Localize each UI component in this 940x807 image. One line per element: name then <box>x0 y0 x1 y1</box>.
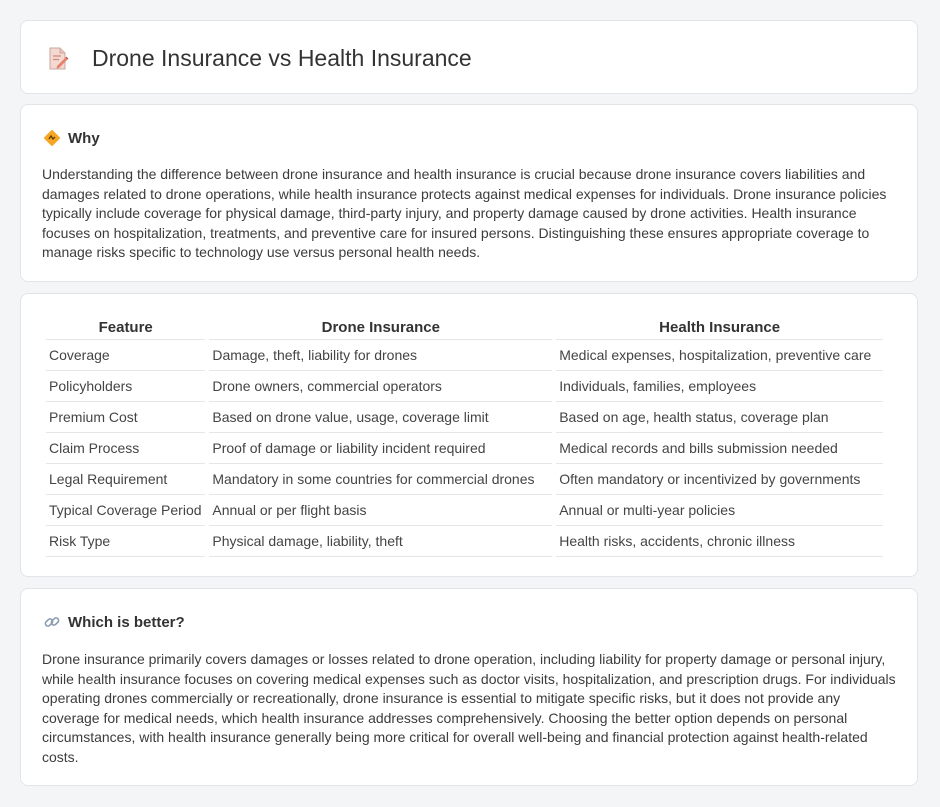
which-is-better-section <box>20 588 918 786</box>
drone-insurance-cell: Mandatory in some countries for commercial drones <box>209 464 552 495</box>
document-edit-icon <box>47 47 69 71</box>
why-section <box>20 104 918 282</box>
why-heading-row <box>43 127 100 149</box>
health-insurance-cell: Medical records and bills submission needed <box>556 433 883 464</box>
drone-insurance-cell: Physical damage, liability, theft <box>209 526 552 557</box>
table-row <box>46 371 883 402</box>
feature-cell: Policyholders <box>46 371 205 402</box>
table-row <box>46 495 883 526</box>
title-card <box>20 20 918 94</box>
table-header-row <box>46 315 883 340</box>
table-row <box>46 340 883 371</box>
health-insurance-cell: Health risks, accidents, chronic illness <box>556 526 883 557</box>
why-heading: Why <box>68 129 100 147</box>
drone-insurance-cell: Damage, theft, liability for drones <box>209 340 552 371</box>
feature-cell: Typical Coverage Period <box>46 495 205 526</box>
column-header-drone-insurance: Drone Insurance <box>209 315 552 340</box>
link-icon <box>43 613 61 631</box>
better-paragraph: Drone insurance primarily covers damages or losses related to drone operation, including liability for property damage or personal injury, while health insurance focuses on covering medical expenses such as doctor visits, hospitalization, and prescription drugs. For individuals operating drones commercially or recreationally, drone insurance is essential to mitigate specific risks, but it does not provide any coverage for medical needs, which health insurance addresses comprehensively. Choosing the better option depends on personal circumstances, with health insurance generally being more critical for overall well-being and financial protection against health-related costs. <box>42 651 896 765</box>
page-title: Drone Insurance vs Health Insurance <box>92 45 472 71</box>
better-heading: Which is better? <box>68 613 185 631</box>
feature-cell: Risk Type <box>46 526 205 557</box>
table-row <box>46 433 883 464</box>
feature-cell: Claim Process <box>46 433 205 464</box>
comparison-section <box>20 293 918 577</box>
feature-cell: Coverage <box>46 340 205 371</box>
column-header-health-insurance: Health Insurance <box>556 315 883 340</box>
feature-cell: Premium Cost <box>46 402 205 433</box>
health-insurance-cell: Often mandatory or incentivized by governments <box>556 464 883 495</box>
comparison-table <box>42 315 887 557</box>
health-insurance-cell: Based on age, health status, coverage plan <box>556 402 883 433</box>
drone-insurance-cell: Based on drone value, usage, coverage limit <box>209 402 552 433</box>
better-heading-row <box>43 611 185 633</box>
health-insurance-cell: Annual or multi-year policies <box>556 495 883 526</box>
column-header-feature: Feature <box>46 315 205 340</box>
health-insurance-cell: Individuals, families, employees <box>556 371 883 402</box>
table-row <box>46 526 883 557</box>
table-row <box>46 402 883 433</box>
feature-cell: Legal Requirement <box>46 464 205 495</box>
drone-insurance-cell: Drone owners, commercial operators <box>209 371 552 402</box>
health-insurance-cell: Medical expenses, hospitalization, preventive care <box>556 340 883 371</box>
why-paragraph: Understanding the difference between drone insurance and health insurance is crucial because drone insurance covers liabilities and damages related to drone operations, while health insurance protects against medical expenses for individuals. Drone insurance policies typically include coverage for physical damage, third-party injury, and property damage caused by drone activities. Health insurance focuses on hospitalization, treatments, and preventive care for insured persons. Distinguishing these ensures appropriate coverage to manage risks specific to technology use versus personal health needs. <box>42 166 887 260</box>
diamond-sign-icon <box>43 129 61 147</box>
drone-insurance-cell: Annual or per flight basis <box>209 495 552 526</box>
table-row <box>46 464 883 495</box>
drone-insurance-cell: Proof of damage or liability incident required <box>209 433 552 464</box>
